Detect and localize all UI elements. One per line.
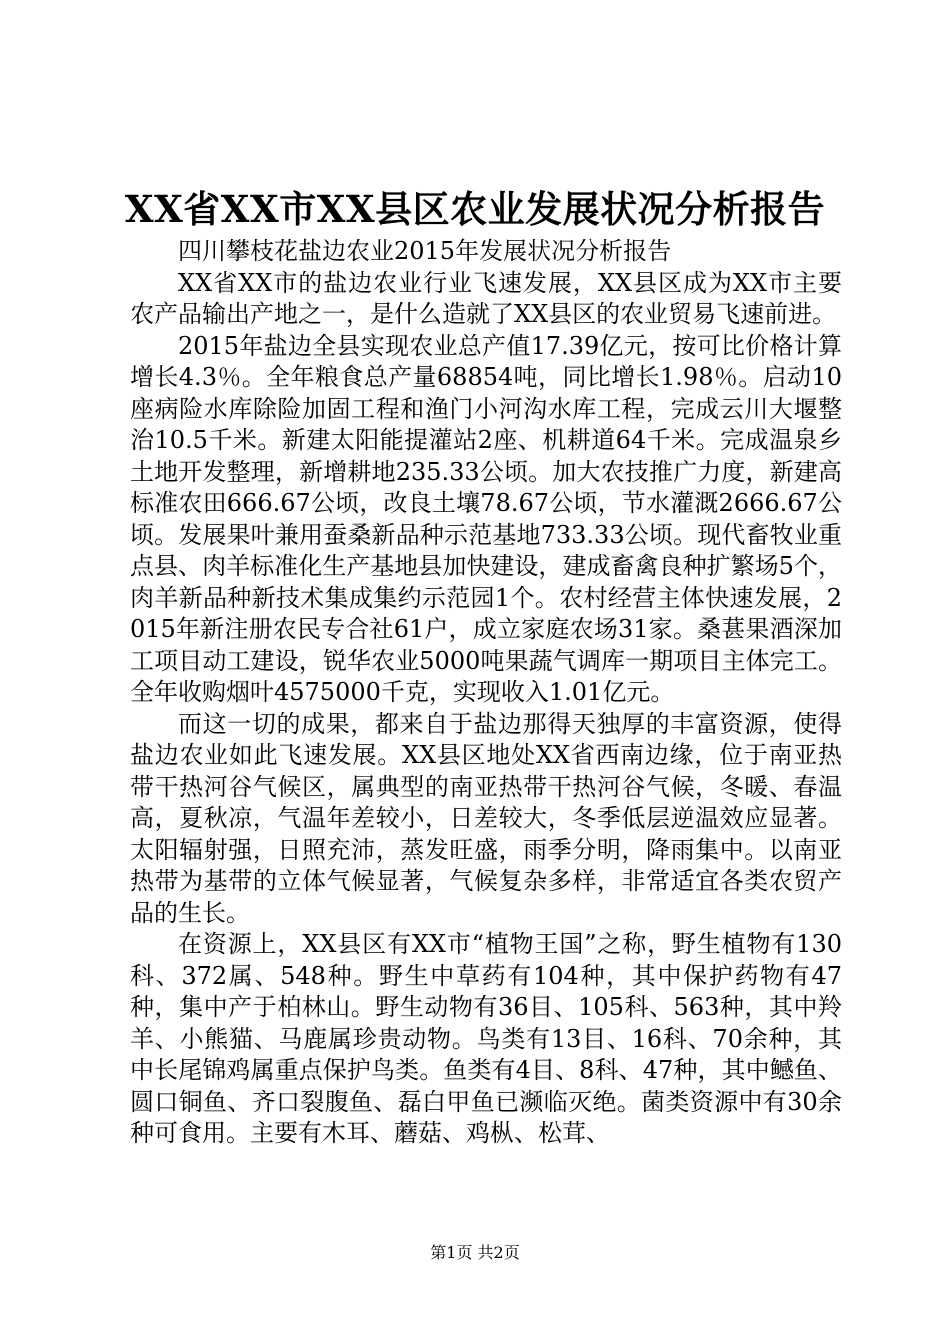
paragraph-climate: 而这一切的成果，都来自于盐边那得天独厚的丰富资源，使得盐边农业如此飞速发展。XX县区地处XX省西南边缘，位于南亚热带干热河谷气候区，属典型的南亚热带干热河谷气候，冬暖、春温高，夏秋凉，气温年差较小，日差较大，冬季低层逆温效应显著。太阳辐射强，日照充沛，蒸发旺盛，雨季分明，降雨集中。以南亚热带为基带的立体气候显著，气候复杂多样，非常适宜各类农贸产品的生长。: [130, 709, 842, 927]
paragraph-subtitle: 四川攀枝花盐边农业2015年发展状况分析报告: [178, 237, 672, 265]
paragraph-resources: 在资源上，XX县区有XX市“植物王国”之称，野生植物有130科、372属、548种。野生中草药有104种，其中保护药物有47种，集中产于柏林山。野生动物有36目、105科、563种，其中羚羊、小熊猫、马鹿属珍贵动物。鸟类有13目、16科、70余种，其中长尾锦鸡属重点保护鸟类。鱼类有4目、8科、47种，其中鳡鱼、圆口铜鱼、齐口裂腹鱼、磊白甲鱼已濒临灭绝。菌类资源中有30余种可食用。主要有木耳、蘑菇、鸡枞、松茸、: [130, 930, 842, 1147]
document-title: XX省XX市XX县区农业发展状况分析报告: [124, 187, 826, 231]
document-body: [130, 236, 842, 1150]
paragraph-intro: XX省XX市的盐边农业行业飞速发展，XX县区成为XX市主要农产品输出产地之一，是什么造就了XX县区的农业贸易飞速前进。: [130, 268, 842, 328]
page-footer: 第1页 共2页: [430, 1243, 520, 1262]
paragraph-statistics: 2015年盐边全县实现农业总产值17.39亿元，按可比价格计算增长4.3％。全年粮食总产量68854吨，同比增长1.98％。启动10座病险水库除险加固工程和渔门小河沟水库工程，完成云川大堰整治10.5千米。新建太阳能提灌站2座、机耕道64千米。完成温泉乡土地开发整理，新增耕地235.33公顷。加大农技推广力度，新建高标准农田666.67公顷，改良土壤78.67公顷，节水灌溉2666.67公顷。发展果叶兼用蚕桑新品种示范基地733.33公顷。现代畜牧业重点县、肉羊标准化生产基地县加快建设，建成畜禽良种扩繁场5个，肉羊新品种新技术集成集约示范园1个。农村经营主体快速发展，2015年新注册农民专合社61户，成立家庭农场31家。桑葚果酒深加工项目动工建设，锐华农业5000吨果蔬气调库一期项目主体完工。全年收购烟叶4575000千克，实现收入1.01亿元。: [130, 331, 842, 706]
